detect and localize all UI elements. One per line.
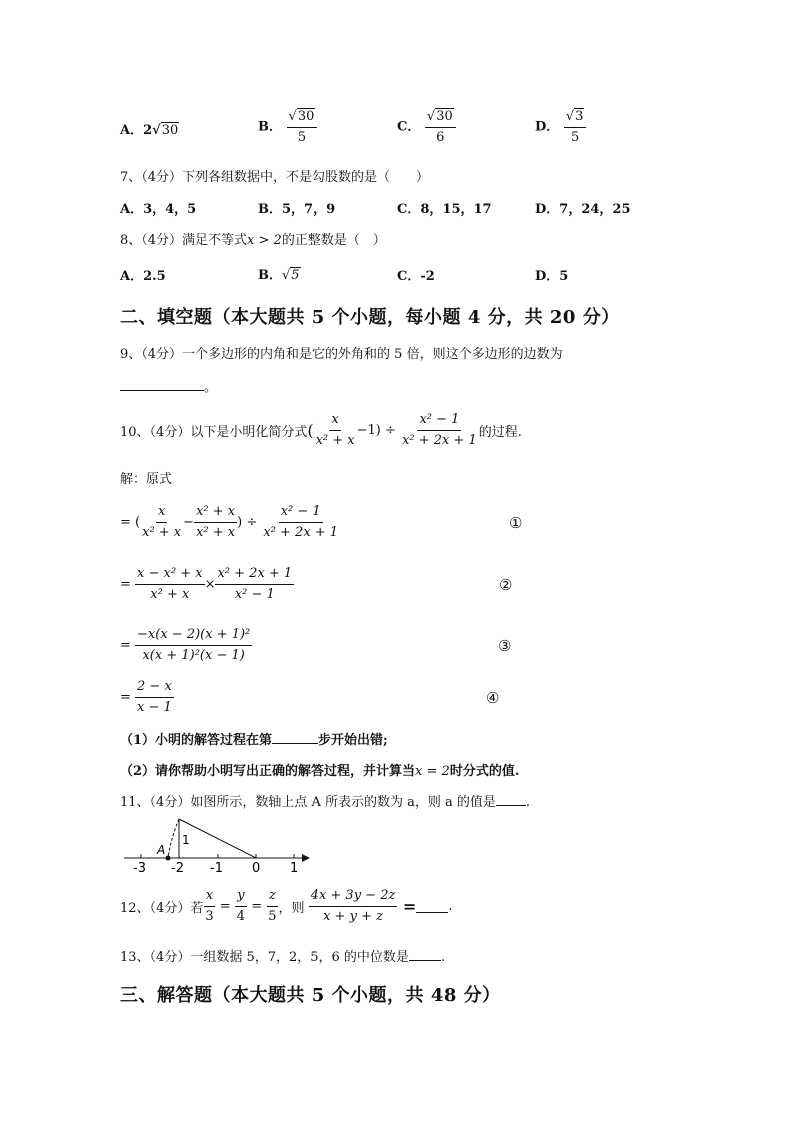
q10-step2: = $\frac{\text{x − x² + x}}{\text{x² + x}}$ × $\frac{\text{x² + 2x + 1}}{\text{x² − 1}}$ bbox=[120, 566, 293, 602]
height-label: 1 bbox=[182, 833, 190, 847]
q10-step1: = ( $\frac{x}{\text{x² + x}}$ − $\frac{\text{x² + x}}{\text{x² + x}}$ ) ÷ $\frac{\text{x² − 1}}{\text{x² + 2x + 1}}$ bbox=[120, 504, 339, 540]
q10-stem: 10、（4分）以下是小明化简分式( $\frac{x}{\text{x² + x}}$ −1) ÷ $\frac{\text{x² − 1}}{\text{x² + 2x + 1}}$ 的过程. bbox=[120, 412, 522, 448]
q10-step3-mark: ③ bbox=[498, 637, 512, 655]
q10-step4-mark: ④ bbox=[486, 689, 500, 707]
q6-option-a: A．2√30 bbox=[120, 123, 179, 138]
q8-stem: 8、（4分）满足不等式x > 2的正整数是（ ） bbox=[120, 233, 386, 248]
q8-option-b: B．√5 bbox=[258, 268, 300, 283]
q12-stem: 12、（4分）若 $\frac{x}{3}$ = $\frac{y}{4}$ = $\frac{z}{5}$ ，则 $\frac{4x + 3y - 2z}{x + y + z}$ = . bbox=[120, 888, 453, 924]
q8-option-d: D．5 bbox=[535, 269, 569, 284]
q10-step2-mark: ② bbox=[499, 576, 513, 594]
q9-blank[interactable] bbox=[120, 376, 204, 391]
q8-option-a: A．2.5 bbox=[120, 269, 166, 284]
q7-option-b: B．5，7，9 bbox=[258, 202, 336, 217]
q6-option-c: C． $\frac{√30}{6}$ bbox=[397, 108, 456, 146]
q8-option-c: C．-2 bbox=[397, 269, 435, 284]
q10-step4: = $\frac{2 - x}{x - 1}$ bbox=[120, 679, 172, 715]
tick-label-neg3: -3 bbox=[133, 861, 146, 876]
tick-label-neg2: -2 bbox=[171, 861, 184, 876]
q13-stem: 13、（4分）一组数据 5，7，2，5，6 的中位数是 . bbox=[120, 950, 446, 965]
q7-option-c: C．8，15，17 bbox=[397, 202, 492, 217]
q10-part1: （1）小明的解答过程在第 步开始出错; bbox=[120, 733, 388, 748]
q10-part2: （2）请你帮助小明写出正确的解答过程，并计算当x = 2时分式的值. bbox=[120, 764, 520, 779]
q11-blank[interactable] bbox=[496, 793, 526, 806]
section2-heading: 二、填空题（本大题共 5 个小题，每小题 4 分，共 20 分） bbox=[120, 307, 620, 328]
tick-label-1: 1 bbox=[290, 861, 299, 876]
tick-label-neg1: -1 bbox=[210, 861, 223, 876]
point-a-label: A bbox=[157, 843, 166, 857]
q10-step3: = $\frac{\text{−x(x − 2)(x + 1)²}}{\text{x(x + 1)²(x − 1)}}$ bbox=[120, 627, 251, 663]
q7-option-d: D．7，24，25 bbox=[535, 202, 631, 217]
q6-option-b: B． $\frac{√30}{5}$ bbox=[258, 108, 317, 146]
q12-blank[interactable] bbox=[416, 900, 448, 913]
q7-option-a: A．3，4，5 bbox=[120, 202, 197, 217]
q7-stem: 7、（4分）下列各组数据中，不是勾股数的是（ ） bbox=[120, 170, 430, 185]
q10-solution-label: 解：原式 bbox=[120, 472, 173, 487]
q6-option-d: D． $\frac{√3}{5}$ bbox=[535, 108, 586, 146]
section3-heading: 三、解答题（本大题共 5 个小题，共 48 分） bbox=[120, 985, 501, 1006]
q11-number-line-figure bbox=[120, 812, 315, 876]
q11-stem: 11、（4分）如图所示，数轴上点 A 所表示的数为 a，则 a 的值是 . bbox=[120, 795, 531, 810]
tick-label-0: 0 bbox=[252, 861, 261, 876]
triangle-hypotenuse bbox=[179, 819, 256, 858]
q10-part1-blank[interactable] bbox=[272, 731, 318, 744]
q9-stem: 9、（4分）一个多边形的内角和是它的外角和的 5 倍，则这个多边形的边数为 bbox=[120, 347, 563, 362]
q9-answer-line: 。 bbox=[120, 376, 217, 395]
arc-dashed bbox=[168, 819, 179, 858]
q10-step1-mark: ① bbox=[509, 514, 523, 532]
axis-arrow-icon bbox=[302, 854, 310, 862]
point-a bbox=[166, 856, 171, 861]
q13-blank[interactable] bbox=[409, 948, 441, 961]
